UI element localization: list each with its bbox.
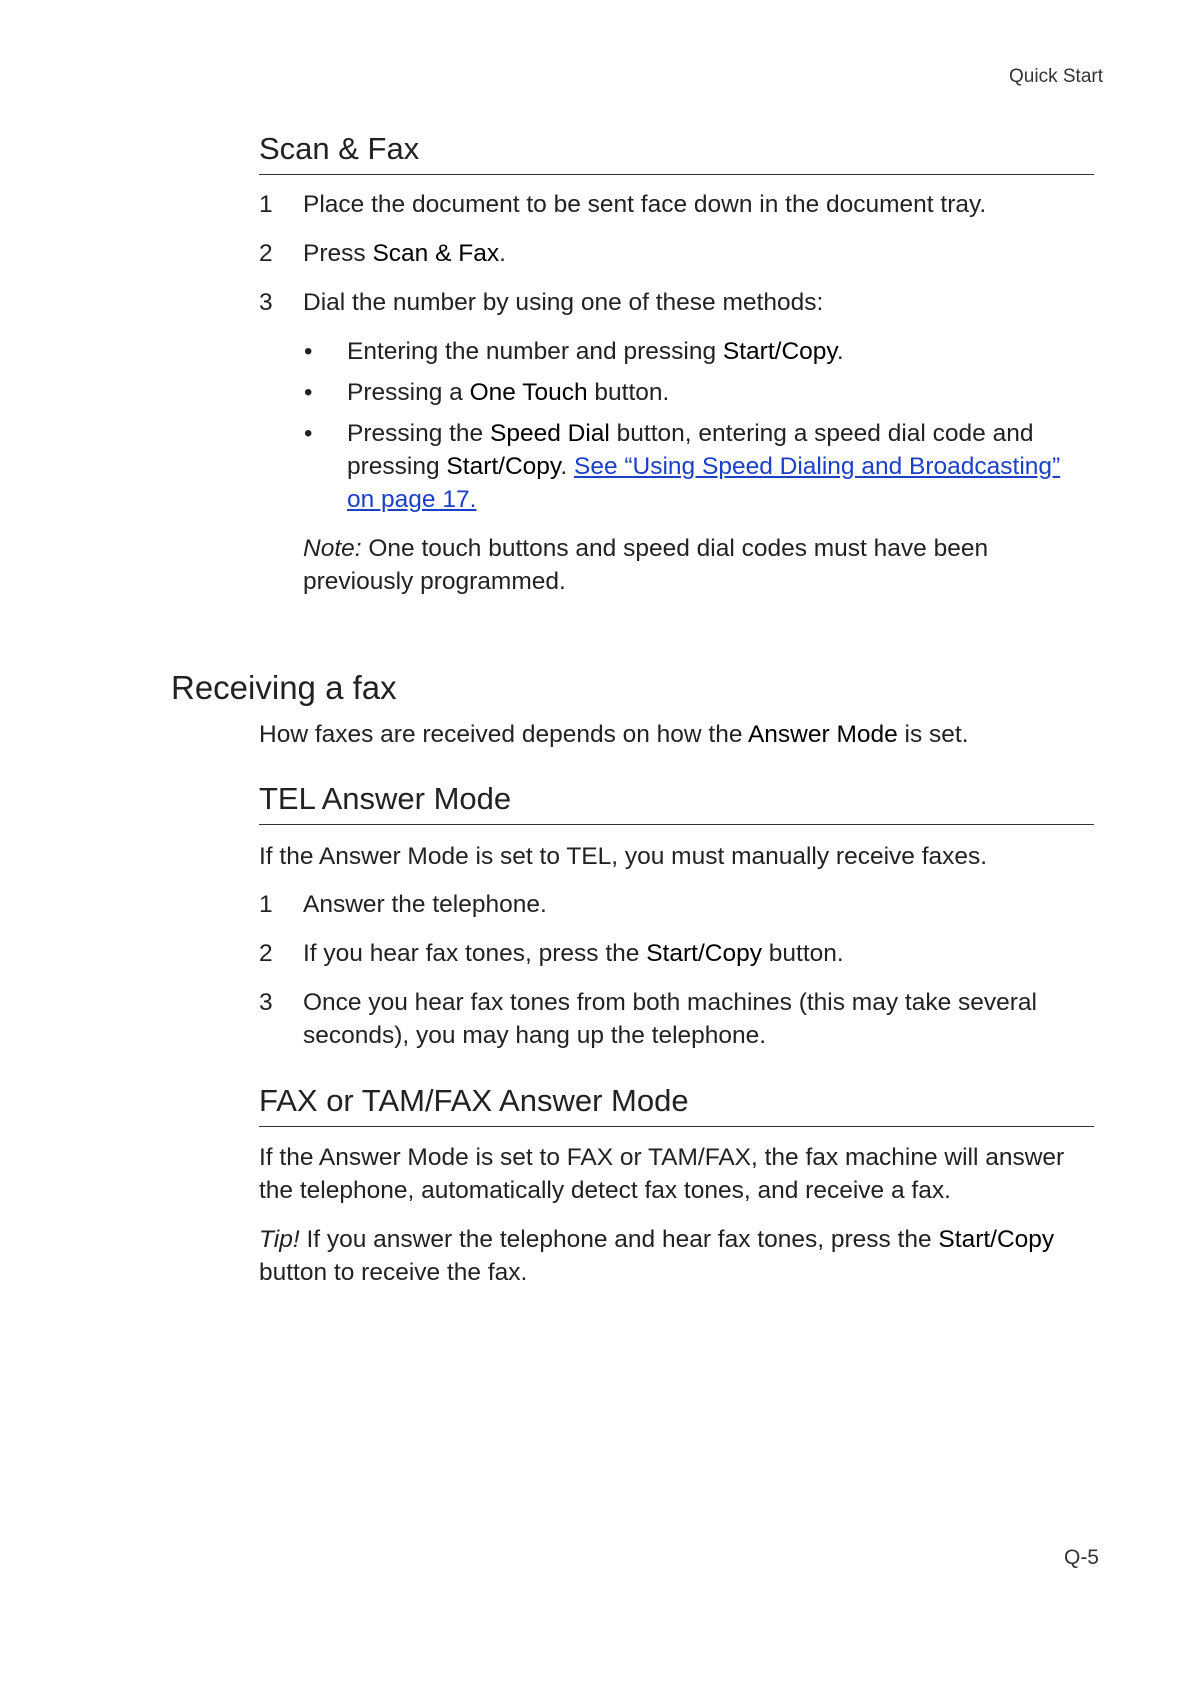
note-label: Note: bbox=[303, 535, 362, 562]
bullet-glyph: • bbox=[304, 338, 313, 365]
step-number: 3 bbox=[259, 989, 273, 1016]
bullet-text: Pressing a One Touch button. bbox=[347, 379, 670, 406]
fax-mode-intro: If the Answer Mode is set to FAX or TAM/FAX, the fax machine will answer the telephone, automatically detect fax tones, and receive a fax. bbox=[259, 1144, 1065, 1204]
bullet-text: Entering the number and pressing Start/Copy. bbox=[347, 338, 844, 365]
page-number: Q-5 bbox=[1063, 1546, 1099, 1569]
step-text: If you hear fax tones, press the Start/Copy button. bbox=[303, 940, 844, 967]
receiving-intro: How faxes are received depends on how the Answer Mode is set. bbox=[259, 721, 969, 748]
keyword-start-copy: Start/Copy bbox=[722, 338, 837, 365]
keyword-scan-fax: Scan & Fax bbox=[372, 240, 500, 267]
step-number: 2 bbox=[259, 940, 273, 967]
tel-mode-intro: If the Answer Mode is set to TEL, you must manually receive faxes. bbox=[259, 843, 988, 870]
bullet-glyph: • bbox=[304, 379, 313, 406]
scan-fax-heading: Scan & Fax bbox=[259, 130, 1094, 175]
running-head: Quick Start bbox=[1009, 66, 1103, 87]
step-number: 1 bbox=[259, 191, 273, 218]
bullet-glyph: • bbox=[304, 420, 313, 447]
step-text: Answer the telephone. bbox=[303, 891, 547, 918]
step-number: 1 bbox=[259, 891, 273, 918]
step-number: 2 bbox=[259, 240, 273, 267]
keyword-start-copy: Start/Copy bbox=[646, 940, 762, 967]
tip-label: Tip! bbox=[259, 1226, 300, 1253]
tip: Tip! If you answer the telephone and hear fax tones, press the Start/Copy button to receive the fax. bbox=[259, 1226, 1055, 1286]
fax-mode-heading: FAX or TAM/FAX Answer Mode bbox=[259, 1082, 1094, 1127]
keyword-speed-dial: Speed Dial bbox=[490, 420, 610, 447]
step-text: Once you hear fax tones from both machines (this may take several seconds), you may hang up the telephone. bbox=[303, 989, 1037, 1049]
step-number: 3 bbox=[259, 289, 273, 316]
receiving-fax-heading: Receiving a fax bbox=[171, 669, 397, 706]
tel-mode-heading: TEL Answer Mode bbox=[259, 780, 1094, 825]
keyword-start-copy: Start/Copy bbox=[938, 1226, 1055, 1253]
keyword-one-touch: One Touch bbox=[469, 379, 588, 406]
keyword-start-copy: Start/Copy bbox=[446, 453, 561, 480]
step-text: Press Scan & Fax. bbox=[303, 240, 506, 267]
step-text: Dial the number by using one of these methods: bbox=[303, 289, 824, 316]
step-text: Place the document to be sent face down in the document tray. bbox=[303, 191, 987, 218]
speed-dialing-link[interactable]: See “Using Speed Dialing and Broadcasting” on page 17. bbox=[347, 453, 1061, 513]
note: Note: One touch buttons and speed dial codes must have been previously programmed. bbox=[303, 535, 989, 595]
keyword-answer-mode: Answer Mode bbox=[747, 721, 898, 748]
bullet-text: Pressing the Speed Dial button, entering a speed dial code and pressing Start/Copy. See “Using Speed Dialing and Broadcasting” on page 17. bbox=[347, 420, 1061, 513]
